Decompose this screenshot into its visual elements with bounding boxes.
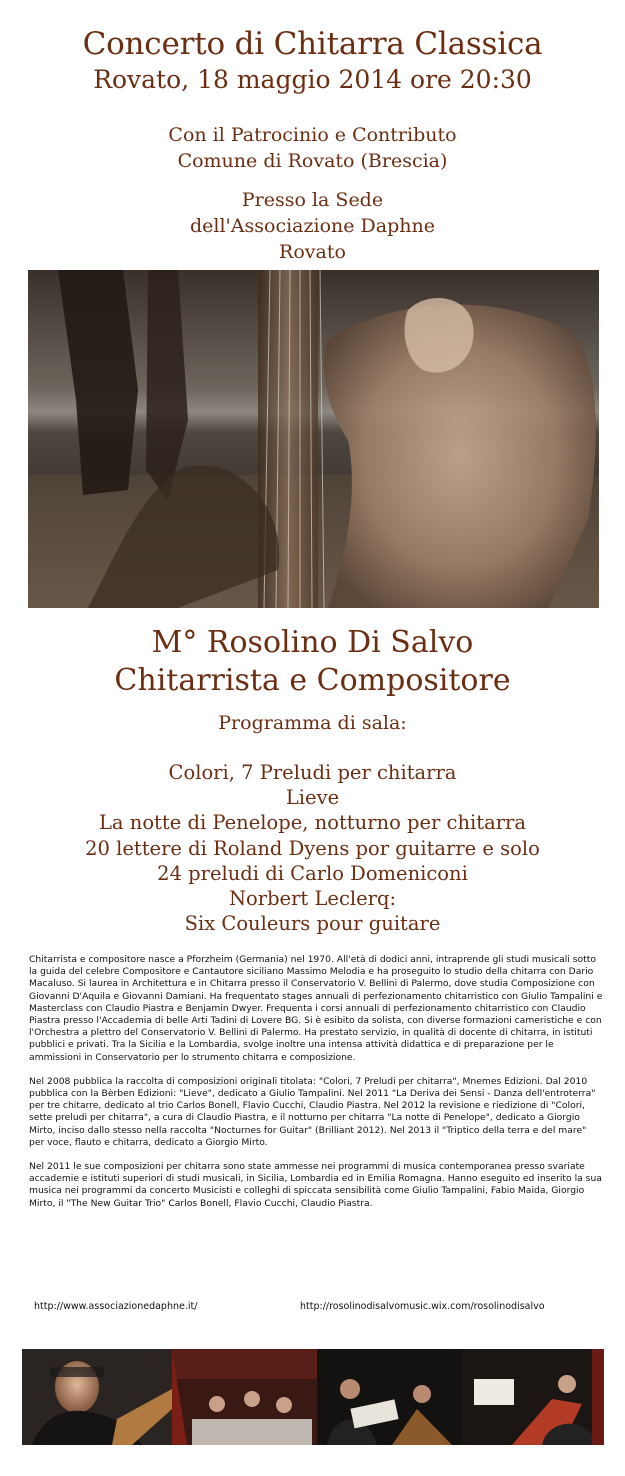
concert-photo-strip [22, 1349, 604, 1445]
programme-item: 20 lettere di Roland Dyens por guitarre e solo [85, 836, 540, 860]
programme-item: Colori, 7 Preludi per chitarra [168, 761, 457, 784]
programme-heading: Programma di sala: [218, 712, 407, 734]
venue-block [0, 187, 625, 265]
programme-item: Norbert Leclerq: [228, 887, 397, 911]
association-link[interactable]: http://www.associazionedaphne.it/ [34, 1301, 198, 1312]
bio-paragraph: Nel 2008 pubblica la raccolta di composizioni originali titolata: "Colori, 7 Preludi per chitarra", Mnemes Edizioni. Dal 2010 pubblica con la Bèrben Edizioni: "Lieve", dedicato a Giulio Tampalini. Nel 2011 "La Deriva dei Sensi - Danza dell'entroterra" per tre chitarre, dedicato al trio Carlos Bonell, Flavio Cucchi, Claudio Piastra. Nel 2012 la revisione e riedizione di "Colori, sette preludi per chitarra", a cura di Claudio Piastra, e il notturno per chitarra "La notte di Penelope", dedicato a Giorgio Mirto, inciso dallo stesso nella raccolta "Nocturnes for Guitar" (Brilliant 2012). Nel 2013 il "Triptico della terra e del mare" per voce, flauto e chitarra, dedicato a Giorgio Mirto. [29, 1075, 596, 1148]
venue-line: Rovato [279, 241, 346, 263]
programme-item: 24 preludi di Carlo Domeniconi [157, 861, 468, 885]
artist-site-link[interactable]: http://rosolinodisalvomusic.wix.com/rosolinodisalvo [300, 1301, 545, 1312]
title-block [0, 26, 625, 96]
biography [29, 954, 604, 1222]
programme-item: Six Couleurs pour guitare [184, 912, 441, 936]
venue-line: dell'Associazione Daphne [190, 215, 435, 237]
patronage-block [0, 122, 625, 174]
bio-paragraph: Nel 2011 le sue composizioni per chitarra sono state ammesse nei programmi di musica contemporanea presso svariate accademie e istituti superiori di studi musicali, in Sicilia, Lombardia ed in Emilia Romagna. Hanno eseguito ed inserito la sua musica nei programmi da concerto Musicisti e colleghi di spiccata sensibilità come Giulio Tampalini, Fabio Maida, Giorgio Mirto, il "The New Guitar Trio" Carlos Bonell, Flavio Cucchi, Claudio Piastra. [29, 1161, 602, 1209]
concert-date: Rovato, 18 maggio 2014 ore 20:30 [93, 65, 532, 94]
programme-list [0, 760, 625, 936]
programme-item: Lieve [285, 786, 340, 810]
patronage-line: Comune di Rovato (Brescia) [177, 150, 448, 172]
artist-name: M° Rosolino Di Salvo [151, 625, 474, 660]
concert-title: Concerto di Chitarra Classica [82, 26, 543, 62]
bio-paragraph: Chitarrista e compositore nasce a Pforzheim (Germania) nel 1970. All'età di dodici anni, intraprende gli studi musicali sotto la guida del celebre Compositore e Cantautore siciliano Massimo Melodia e ha proseguito lo studio della chitarra con Dario Macaluso. Si laurea in Architettura e in Chitarra presso il Conservatorio V. Bellini di Palermo, dove studia Composizione con Giovanni D'Aquila e Giovanni Damiani. Ha frequentato stages annuali di perfezionamento chitarristico con Giulio Tampalini e Masterclass con Claudio Piastra e Benjamin Dwyer. Frequenta i corsi annuali di perfezionamento chitarristico con Claudio Piastra presso l'Accademia di belle Arti Tadini di Lovere BG. Si è esibito da solista, con diverse formazioni cameristiche e con l'Orchestra a plettro del Conservatorio V. Bellini di Palermo. Ha prestato servizio, in qualità di docente di chitarra, in istituti pubblici e privati. Tra la Sicilia e la Lombardia, svolge inoltre una intensa attività didattica e di preparazione per le ammissioni in Conservatorio per lo strumento chitarra e composizione. [29, 954, 603, 1063]
venue-line: Presso la Sede [241, 189, 384, 211]
programme-item: La notte di Penelope, notturno per chitarra [98, 811, 527, 835]
artist-block [0, 624, 625, 700]
artist-role: Chitarrista e Compositore [114, 663, 511, 698]
patronage-line: Con il Patrocinio e Contributo [168, 124, 457, 146]
hero-guitar-photo [28, 270, 599, 608]
